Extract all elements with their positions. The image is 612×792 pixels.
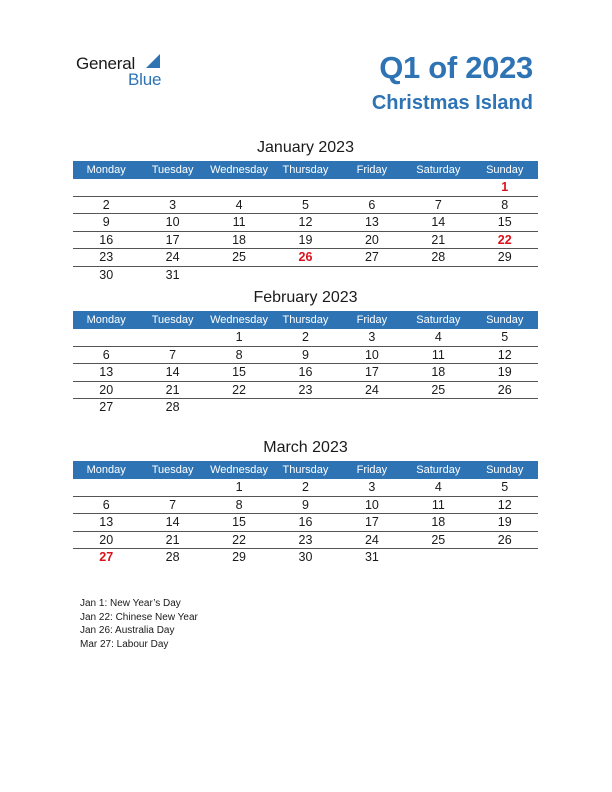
day-cell bbox=[206, 179, 272, 196]
day-cell: 4 bbox=[235, 197, 243, 212]
week-row bbox=[73, 249, 538, 267]
day-cell bbox=[73, 179, 139, 196]
country-subtitle: Christmas Island bbox=[371, 92, 533, 114]
day-cell bbox=[272, 267, 338, 285]
day-cell: 11 bbox=[232, 215, 246, 229]
day-cell bbox=[405, 399, 471, 417]
day-cell: 23 bbox=[298, 532, 313, 547]
day-cell bbox=[405, 179, 471, 196]
day-cell: 7 bbox=[434, 197, 442, 212]
weekday-header: Saturday bbox=[416, 164, 461, 176]
weekday-header: Friday bbox=[356, 314, 388, 326]
day-cell: 25 bbox=[431, 382, 446, 397]
month-block bbox=[73, 437, 538, 567]
week-row bbox=[73, 364, 538, 382]
weekday-header: Monday bbox=[86, 314, 126, 326]
week-row bbox=[73, 329, 538, 347]
month-block bbox=[73, 137, 538, 284]
day-cell: 29 bbox=[497, 250, 512, 264]
holiday-day-cell: 22 bbox=[497, 232, 512, 247]
day-cell bbox=[272, 399, 338, 417]
day-cell: 23 bbox=[298, 382, 313, 397]
day-cell: 23 bbox=[99, 250, 114, 264]
day-cell: 7 bbox=[169, 347, 177, 362]
day-cell: 21 bbox=[165, 532, 180, 547]
day-cell: 21 bbox=[165, 382, 180, 397]
month-title: January 2023 bbox=[257, 139, 354, 156]
week-row bbox=[73, 232, 538, 250]
weekday-header: Saturday bbox=[416, 464, 461, 476]
holiday-day-cell: 26 bbox=[298, 250, 313, 264]
day-cell: 19 bbox=[298, 232, 313, 247]
month-title: February 2023 bbox=[253, 289, 358, 306]
day-cell: 2 bbox=[102, 197, 110, 212]
day-cell: 25 bbox=[431, 532, 446, 547]
logo-general-text: General bbox=[76, 54, 136, 73]
week-row bbox=[73, 382, 538, 400]
day-cell: 15 bbox=[497, 215, 512, 229]
weekday-header: Sunday bbox=[486, 314, 524, 326]
day-cell bbox=[139, 329, 205, 346]
day-cell: 31 bbox=[364, 550, 379, 564]
holiday-note: Jan 1: New Year’s Day bbox=[80, 598, 181, 609]
day-cell: 17 bbox=[364, 515, 379, 529]
weekday-header: Thursday bbox=[282, 314, 329, 326]
weekday-header: Wednesday bbox=[210, 314, 268, 326]
day-cell: 21 bbox=[431, 232, 446, 247]
day-cell: 5 bbox=[302, 197, 309, 212]
day-cell: 9 bbox=[302, 347, 309, 362]
day-cell: 8 bbox=[235, 347, 243, 362]
weekday-header: Wednesday bbox=[210, 464, 268, 476]
day-cell: 3 bbox=[368, 480, 376, 494]
weekday-header-row bbox=[73, 311, 538, 329]
day-cell bbox=[139, 479, 205, 496]
day-cell: 20 bbox=[364, 232, 379, 247]
day-cell: 2 bbox=[302, 480, 309, 494]
weekday-header: Saturday bbox=[416, 314, 461, 326]
day-cell: 30 bbox=[99, 267, 114, 282]
logo-triangle-icon bbox=[146, 54, 160, 68]
weekday-header: Tuesday bbox=[151, 464, 194, 476]
day-cell: 6 bbox=[368, 197, 376, 212]
day-cell: 28 bbox=[165, 400, 180, 414]
day-cell: 19 bbox=[497, 515, 512, 529]
day-cell: 24 bbox=[364, 382, 379, 397]
day-cell bbox=[472, 549, 538, 567]
day-cell: 18 bbox=[431, 515, 446, 529]
week-row bbox=[73, 214, 538, 232]
day-cell bbox=[73, 329, 139, 346]
day-cell: 28 bbox=[165, 550, 180, 564]
weekday-header: Thursday bbox=[282, 464, 329, 476]
logo bbox=[76, 52, 176, 88]
day-cell: 29 bbox=[232, 550, 246, 564]
day-cell: 31 bbox=[165, 267, 180, 282]
day-cell: 1 bbox=[235, 480, 243, 494]
weekday-header: Friday bbox=[356, 464, 388, 476]
day-cell bbox=[206, 267, 272, 285]
day-cell bbox=[472, 267, 538, 285]
holiday-day-cell: 27 bbox=[99, 550, 114, 564]
week-row bbox=[73, 532, 538, 550]
day-cell: 11 bbox=[431, 347, 445, 362]
day-cell: 10 bbox=[364, 347, 379, 362]
holiday-note: Jan 26: Australia Day bbox=[80, 625, 175, 636]
month-title: March 2023 bbox=[263, 439, 348, 456]
week-row bbox=[73, 347, 538, 365]
week-row bbox=[73, 197, 538, 215]
day-cell: 2 bbox=[302, 330, 309, 344]
day-cell bbox=[206, 399, 272, 417]
day-cell: 20 bbox=[99, 532, 114, 547]
day-cell: 22 bbox=[232, 532, 246, 547]
day-cell: 8 bbox=[235, 497, 243, 512]
day-cell bbox=[339, 179, 405, 196]
weekday-header: Tuesday bbox=[151, 314, 194, 326]
day-cell: 20 bbox=[99, 382, 114, 397]
day-cell: 3 bbox=[169, 197, 177, 212]
week-row bbox=[73, 479, 538, 497]
weekday-header-row bbox=[73, 161, 538, 179]
day-cell: 24 bbox=[364, 532, 379, 547]
weekday-header: Tuesday bbox=[151, 164, 194, 176]
day-cell: 14 bbox=[165, 515, 180, 529]
day-cell: 26 bbox=[497, 382, 512, 397]
day-cell bbox=[139, 179, 205, 196]
day-cell: 13 bbox=[364, 215, 379, 229]
day-cell: 12 bbox=[298, 215, 313, 229]
day-cell: 14 bbox=[165, 365, 180, 379]
day-cell: 30 bbox=[298, 550, 313, 564]
holiday-note: Jan 22: Chinese New Year bbox=[80, 611, 198, 623]
day-cell: 22 bbox=[232, 382, 246, 397]
day-cell: 18 bbox=[431, 365, 446, 379]
weekday-header-row bbox=[73, 461, 538, 479]
day-cell: 6 bbox=[102, 347, 110, 362]
day-cell: 13 bbox=[99, 365, 114, 379]
weekday-header: Sunday bbox=[486, 164, 524, 176]
weekday-header: Monday bbox=[86, 464, 126, 476]
day-cell: 17 bbox=[165, 232, 180, 247]
week-row bbox=[73, 399, 538, 417]
day-cell: 12 bbox=[497, 347, 512, 362]
week-row bbox=[73, 179, 538, 197]
day-cell: 10 bbox=[364, 497, 379, 512]
day-cell: 28 bbox=[431, 250, 446, 264]
day-cell: 15 bbox=[232, 515, 246, 529]
day-cell bbox=[405, 267, 471, 285]
day-cell bbox=[339, 399, 405, 417]
day-cell: 8 bbox=[501, 197, 509, 212]
day-cell bbox=[405, 549, 471, 567]
day-cell: 5 bbox=[501, 330, 509, 344]
weekday-header: Friday bbox=[356, 164, 388, 176]
holiday-day-cell: 1 bbox=[501, 180, 509, 194]
day-cell bbox=[472, 399, 538, 417]
day-cell: 7 bbox=[169, 497, 177, 512]
day-cell: 4 bbox=[434, 330, 442, 344]
weekday-header: Wednesday bbox=[210, 164, 268, 176]
day-cell: 15 bbox=[232, 365, 246, 379]
day-cell: 24 bbox=[165, 250, 180, 264]
day-cell: 12 bbox=[497, 497, 512, 512]
day-cell: 9 bbox=[302, 497, 309, 512]
day-cell: 19 bbox=[497, 365, 512, 379]
logo-blue-text: Blue bbox=[128, 70, 162, 89]
day-cell: 14 bbox=[431, 215, 446, 229]
day-cell bbox=[272, 179, 338, 196]
day-cell: 13 bbox=[99, 515, 114, 529]
day-cell: 26 bbox=[497, 532, 512, 547]
day-cell: 16 bbox=[298, 515, 313, 529]
day-cell bbox=[339, 267, 405, 285]
day-cell: 5 bbox=[501, 480, 509, 494]
page-title: Q1 of 2023 bbox=[379, 50, 533, 85]
day-cell: 25 bbox=[232, 250, 246, 264]
day-cell: 11 bbox=[431, 497, 445, 512]
weekday-header: Thursday bbox=[282, 164, 329, 176]
month-block bbox=[73, 287, 538, 417]
day-cell bbox=[73, 479, 139, 496]
holiday-note: Mar 27: Labour Day bbox=[80, 638, 169, 650]
day-cell: 9 bbox=[102, 215, 110, 229]
day-cell: 6 bbox=[102, 497, 110, 512]
day-cell: 27 bbox=[99, 400, 114, 414]
weekday-header: Monday bbox=[86, 164, 126, 176]
day-cell: 27 bbox=[364, 250, 379, 264]
day-cell: 18 bbox=[232, 232, 246, 247]
day-cell: 16 bbox=[298, 365, 313, 379]
week-row bbox=[73, 267, 538, 285]
day-cell: 10 bbox=[165, 215, 180, 229]
holiday-notes bbox=[80, 597, 198, 651]
week-row bbox=[73, 514, 538, 532]
day-cell: 4 bbox=[434, 480, 442, 494]
day-cell: 16 bbox=[99, 232, 114, 247]
week-row bbox=[73, 549, 538, 567]
day-cell: 1 bbox=[235, 330, 243, 344]
day-cell: 3 bbox=[368, 330, 376, 344]
week-row bbox=[73, 497, 538, 515]
day-cell: 17 bbox=[364, 365, 379, 379]
weekday-header: Sunday bbox=[486, 464, 524, 476]
